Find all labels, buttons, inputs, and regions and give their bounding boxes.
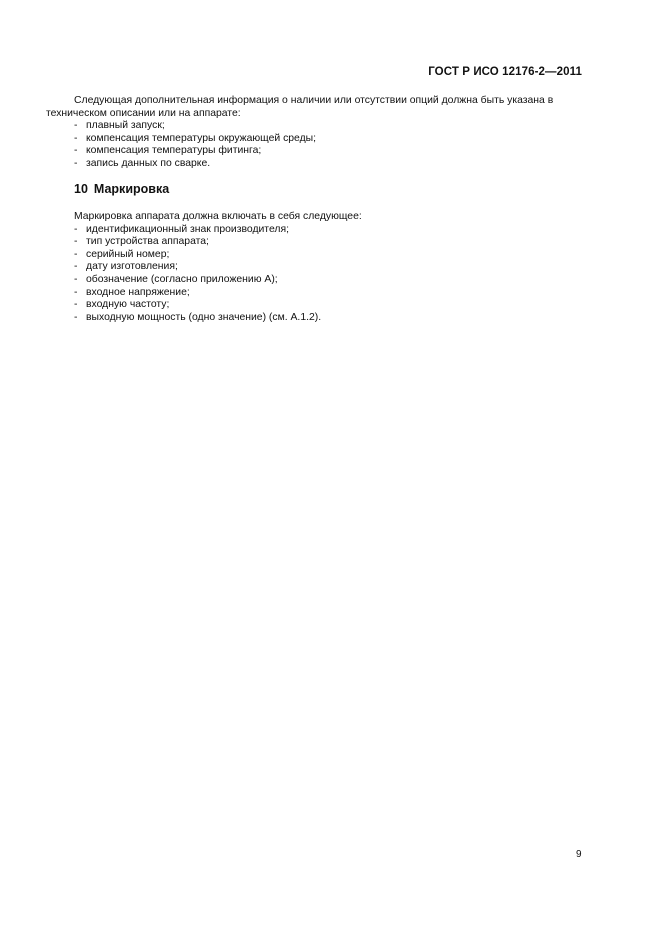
page-number: 9 — [576, 849, 582, 860]
paragraph-line-1: Следующая дополнительная информация о наличии или отсутствии опций должна быть указана в — [74, 95, 554, 106]
list-item: - идентификационный знак производителя; — [74, 223, 289, 235]
list-dash: - — [74, 157, 78, 169]
section-heading — [74, 182, 586, 196]
list-dash: - — [74, 261, 78, 273]
list-dash: - — [74, 236, 78, 248]
list-item: - плавный запуск; — [74, 120, 165, 132]
list-item: - дату изготовления; — [74, 261, 178, 273]
list-item: - компенсация температуры фитинга; — [74, 145, 262, 157]
options-info-block — [46, 95, 586, 171]
list-dash: - — [74, 286, 78, 298]
list-dash: - — [74, 145, 78, 157]
section-title: Маркировка — [93, 182, 170, 196]
list-item: - компенсация температуры окружающей среды; — [74, 132, 317, 144]
section-intro-text: Маркировка аппарата должна включать в себя следующее: — [74, 211, 362, 222]
list-dash: - — [74, 120, 78, 132]
list-dash: - — [74, 132, 78, 144]
list-dash: - — [74, 311, 78, 323]
document-code-header: ГОСТ Р ИСО 12176-2—2011 — [428, 66, 582, 78]
list-dash: - — [74, 273, 78, 285]
section-number: 10 — [74, 182, 88, 196]
marking-list — [74, 224, 586, 325]
list-item: - обозначение (согласно приложению А); — [74, 273, 278, 285]
list-item: - тип устройства аппарата; — [74, 236, 209, 248]
list-dash: - — [74, 248, 78, 260]
list-item: - входную частоту; — [74, 299, 170, 311]
list-item: - серийный номер; — [74, 248, 170, 260]
options-list — [74, 120, 586, 170]
list-item: - выходную мощность (одно значение) (см. А.1.2). — [74, 311, 322, 323]
list-item: - входное напряжение; — [74, 286, 190, 298]
list-dash: - — [74, 223, 78, 235]
list-dash: - — [74, 299, 78, 311]
paragraph-line-2: техническом описании или на аппарате: — [46, 107, 241, 119]
options-info-paragraph — [46, 95, 586, 120]
section-marking — [74, 182, 586, 324]
list-item: - запись данных по сварке. — [74, 157, 211, 169]
